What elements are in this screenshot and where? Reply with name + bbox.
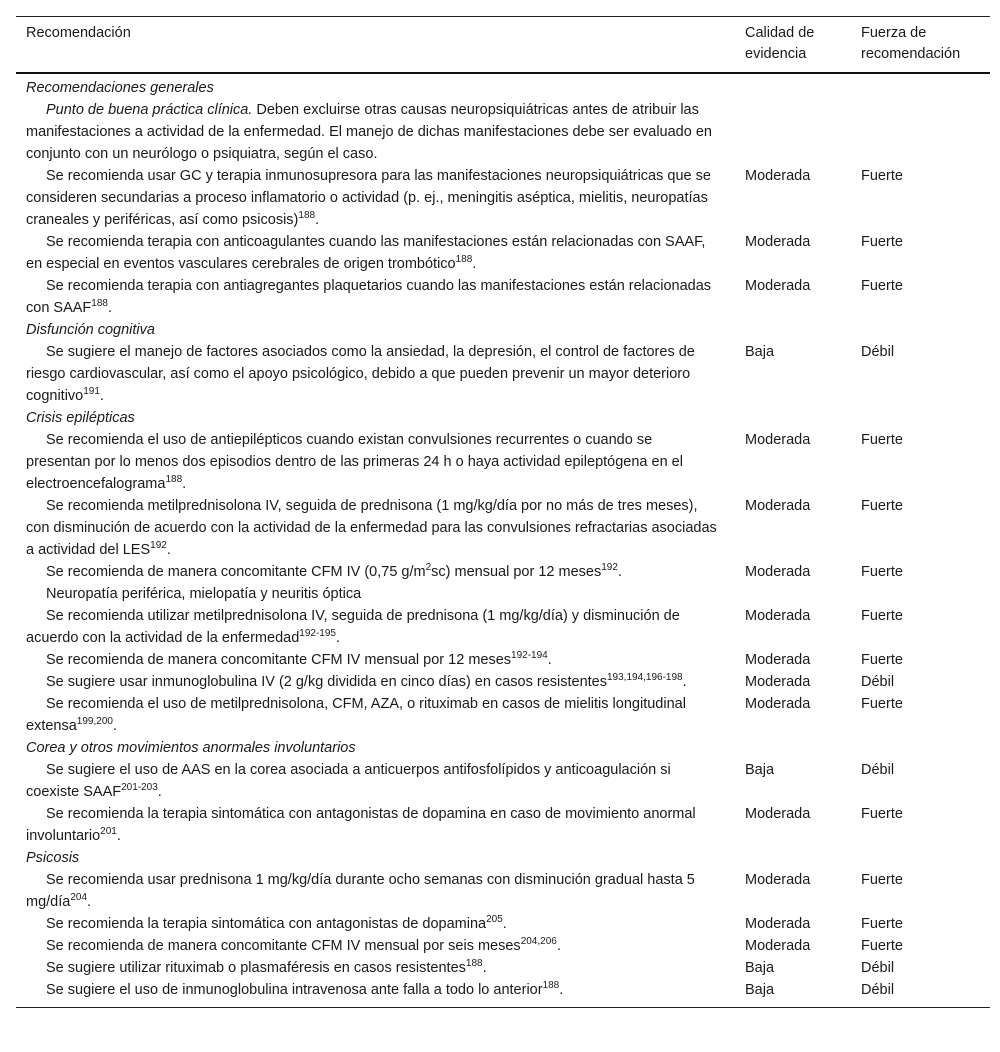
- evidence-quality: Moderada: [745, 872, 811, 888]
- recommendation-text: [16, 429, 745, 495]
- period: .: [547, 652, 552, 668]
- text: Deben excluirse otras causas neuropsiquiátricas antes de atribuir las manifestaciones a actividad de la enfermedad. El manejo de dichas manifestaciones debe ser evaluado en conjunto con un neurólogo o psiquiatra, según el caso.: [26, 102, 712, 162]
- header-quality: Calidad de evidencia: [745, 17, 861, 74]
- text: Neuropatía periférica, mielopatía y neuritis óptica: [46, 586, 362, 602]
- recommendation-text: [16, 275, 745, 319]
- reference-superscript: 192-195: [299, 628, 336, 639]
- section-title: [16, 847, 745, 869]
- reference-superscript: 188: [455, 254, 473, 265]
- text: Se recomienda el uso de metilprednisolona, CFM, AZA, o rituximab en casos de mielitis longitudinal extensa: [26, 696, 686, 734]
- recommendation-strength: [861, 99, 990, 165]
- section-title: [16, 319, 745, 341]
- section-title: [16, 737, 745, 759]
- recommendation-strength: Débil: [861, 982, 895, 998]
- period: .: [87, 894, 92, 910]
- recommendation-strength: Fuerte: [861, 608, 903, 624]
- period: .: [116, 828, 121, 844]
- text: Se recomienda utilizar metilprednisolona IV, seguida de prednisona (1 mg/kg/día) y disminución de acuerdo con la actividad de la enfermedad: [26, 608, 680, 646]
- recommendation-text: [16, 913, 745, 935]
- table-row: [16, 869, 990, 913]
- evidence-quality: [745, 319, 861, 341]
- period: .: [617, 564, 622, 580]
- period: .: [166, 542, 171, 558]
- reference-superscript: 188: [465, 958, 483, 969]
- recommendation-strength: Fuerte: [861, 916, 903, 932]
- table-row: [16, 693, 990, 737]
- section-row: [16, 319, 990, 341]
- evidence-quality: [745, 583, 861, 605]
- text: Se recomienda usar GC y terapia inmunosupresora para las manifestaciones neuropsiquiátricas que se consideren secundarias a proceso inflamatorio o actividad (p. ej., meningitis aséptica, mielitis, neuropatías craneales y periféricas, así como psicosis): [26, 168, 711, 228]
- recommendation-text: [16, 671, 745, 693]
- period: .: [482, 960, 487, 976]
- recommendation-text: [16, 979, 745, 1008]
- recommendation-text: [16, 693, 745, 737]
- table-row: [16, 803, 990, 847]
- evidence-quality: Moderada: [745, 564, 811, 580]
- period: .: [157, 784, 162, 800]
- recommendation-text: [16, 649, 745, 671]
- evidence-quality: Moderada: [745, 652, 811, 668]
- recommendation-text: [16, 935, 745, 957]
- table-row: [16, 231, 990, 275]
- evidence-quality: Moderada: [745, 234, 811, 250]
- reference-superscript: 205: [486, 914, 503, 925]
- section-row: [16, 737, 990, 759]
- period: .: [502, 916, 507, 932]
- recommendation-strength: Fuerte: [861, 938, 903, 954]
- recommendation-strength: Fuerte: [861, 278, 903, 294]
- table-row: [16, 979, 990, 1008]
- period: .: [556, 938, 561, 954]
- recommendation-text: [16, 957, 745, 979]
- text: Se recomienda de manera concomitante CFM IV (0,75 g/m: [46, 564, 426, 580]
- recommendation-strength: Fuerte: [861, 872, 903, 888]
- recommendation-strength: [861, 847, 990, 869]
- text: Se recomienda de manera concomitante CFM IV mensual por 12 meses: [46, 652, 512, 668]
- period: .: [335, 630, 340, 646]
- reference-superscript: 199,200: [76, 716, 113, 727]
- reference-superscript: 192-194: [511, 650, 548, 661]
- text: sc) mensual por 12 meses: [431, 564, 602, 580]
- evidence-quality: Baja: [745, 960, 775, 976]
- recommendation-strength: Fuerte: [861, 498, 903, 514]
- text: Se sugiere el manejo de factores asociados como la ansiedad, la depresión, el control de factores de riesgo cardiovascular, así como el apoyo psicológico, debido a que pueden prevenir un mayor deterioro cognitivo: [26, 344, 695, 404]
- header-recommendation: Recomendación: [16, 17, 745, 74]
- table-row: [16, 605, 990, 649]
- section-row: [16, 407, 990, 429]
- header-strength: Fuerza de recomendación: [861, 17, 990, 74]
- text: Se sugiere utilizar rituximab o plasmaféresis en casos resistentes: [46, 960, 466, 976]
- reference-superscript: 188: [298, 210, 316, 221]
- recommendation-strength: [861, 737, 990, 759]
- recommendation-text: [16, 231, 745, 275]
- period: .: [99, 388, 104, 404]
- reference-superscript: 192: [150, 540, 167, 551]
- lead-italic: Punto de buena práctica clínica.: [46, 102, 253, 118]
- evidence-quality: [745, 73, 861, 99]
- recommendation-strength: Fuerte: [861, 432, 903, 448]
- evidence-quality: [745, 407, 861, 429]
- evidence-quality: [745, 99, 861, 165]
- section-row: [16, 847, 990, 869]
- evidence-quality: [745, 847, 861, 869]
- recommendation-strength: Fuerte: [861, 806, 903, 822]
- recommendation-strength: Débil: [861, 674, 895, 690]
- recommendation-strength: Fuerte: [861, 696, 903, 712]
- superscript: 2: [425, 562, 432, 573]
- period: .: [182, 476, 187, 492]
- table-row: [16, 759, 990, 803]
- recommendation-strength: Fuerte: [861, 168, 903, 184]
- text: Se recomienda metilprednisolona IV, seguida de prednisona (1 mg/kg/día por no más de tres meses), con disminución de acuerdo con la actividad de la enfermedad para las convulsiones refractarias asociadas a actividad del LES: [26, 498, 717, 558]
- text: Se recomienda usar prednisona 1 mg/kg/día durante ocho semanas con disminución gradual hasta 5 mg/día: [26, 872, 695, 910]
- reference-superscript: 192: [601, 562, 618, 573]
- text: Se recomienda la terapia sintomática con antagonistas de dopamina: [46, 916, 487, 932]
- evidence-quality: Moderada: [745, 168, 811, 184]
- evidence-quality: Baja: [745, 762, 775, 778]
- reference-superscript: 204: [70, 892, 88, 903]
- text: Se recomienda la terapia sintomática con antagonistas de dopamina en caso de movimiento anormal involuntario: [26, 806, 696, 844]
- table-row: [16, 341, 990, 407]
- evidence-quality: Moderada: [745, 608, 811, 624]
- recommendation-strength: [861, 319, 990, 341]
- recommendation-strength: Fuerte: [861, 234, 903, 250]
- evidence-quality: Moderada: [745, 696, 811, 712]
- table-row: [16, 495, 990, 561]
- table-row: [16, 561, 990, 583]
- reference-superscript: 188: [542, 980, 560, 991]
- evidence-quality: [745, 737, 861, 759]
- reference-superscript: 188: [165, 474, 183, 485]
- recommendation-text: [16, 605, 745, 649]
- recommendation-strength: Fuerte: [861, 564, 903, 580]
- period: .: [315, 212, 320, 228]
- evidence-quality: Moderada: [745, 498, 811, 514]
- recommendation-strength: [861, 407, 990, 429]
- recommendation-strength: Débil: [861, 960, 895, 976]
- table-row: [16, 957, 990, 979]
- period: .: [682, 674, 687, 690]
- evidence-quality: Baja: [745, 982, 775, 998]
- period: .: [107, 300, 112, 316]
- recommendation-text: [16, 495, 745, 561]
- table-row: [16, 275, 990, 319]
- table-body: [16, 73, 990, 1008]
- text: Se recomienda terapia con antiagregantes plaquetarios cuando las manifestaciones están relacionadas con SAAF: [26, 278, 712, 316]
- recommendation-text: [16, 803, 745, 847]
- text: Se sugiere el uso de inmunoglobulina intravenosa ante falla a todo lo anterior: [46, 982, 543, 998]
- text: Se recomienda terapia con anticoagulantes cuando las manifestaciones están relacionadas con SAAF, en especial en eventos vasculares cerebrales de origen trombótico: [26, 234, 706, 272]
- text: Disfunción cognitiva: [26, 322, 155, 338]
- evidence-quality: Moderada: [745, 674, 811, 690]
- text: Psicosis: [26, 850, 80, 866]
- evidence-quality: Moderada: [745, 432, 811, 448]
- table-row: [16, 935, 990, 957]
- reference-superscript: 201: [100, 826, 117, 837]
- period: .: [112, 718, 117, 734]
- recommendation-strength: Débil: [861, 762, 895, 778]
- recommendation-strength: Fuerte: [861, 652, 903, 668]
- section-title: [16, 73, 745, 99]
- table-row: [16, 165, 990, 231]
- reference-superscript: 204,206: [520, 936, 557, 947]
- evidence-quality: Moderada: [745, 938, 811, 954]
- period: .: [559, 982, 564, 998]
- reference-superscript: 201-203: [121, 782, 158, 793]
- recommendation-text: [16, 583, 745, 605]
- recommendation-text: [16, 561, 745, 583]
- evidence-quality: Baja: [745, 344, 775, 360]
- recommendation-text: [16, 341, 745, 407]
- recommendation-strength: Débil: [861, 344, 895, 360]
- recommendation-strength: [861, 583, 990, 605]
- section-title: [16, 407, 745, 429]
- reference-superscript: 191: [83, 386, 100, 397]
- text: Recomendaciones generales: [26, 80, 214, 96]
- text: Se recomienda de manera concomitante CFM IV mensual por seis meses: [46, 938, 521, 954]
- table-row: [16, 99, 990, 165]
- table-header-row: [16, 17, 990, 74]
- reference-superscript: 193,194,196-198: [606, 672, 683, 683]
- text: Se sugiere usar inmunoglobulina IV (2 g/kg dividida en cinco días) en casos resistentes: [46, 674, 607, 690]
- recommendation-strength: [861, 73, 990, 99]
- table-row: [16, 583, 990, 605]
- reference-superscript: 188: [91, 298, 108, 309]
- recommendation-text: [16, 869, 745, 913]
- period: .: [472, 256, 477, 272]
- table-row: [16, 429, 990, 495]
- evidence-quality: Moderada: [745, 916, 811, 932]
- text: Corea y otros movimientos anormales involuntarios: [26, 740, 356, 756]
- text: Se sugiere el uso de AAS en la corea asociada a anticuerpos antifosfolípidos y anticoagulación si coexiste SAAF: [26, 762, 671, 800]
- recommendation-text: [16, 165, 745, 231]
- evidence-quality: Moderada: [745, 278, 811, 294]
- evidence-quality: Moderada: [745, 806, 811, 822]
- section-row: [16, 73, 990, 99]
- recommendations-table: [16, 16, 990, 1008]
- table-row: [16, 649, 990, 671]
- table-row: [16, 671, 990, 693]
- recommendation-text: [16, 759, 745, 803]
- text: Crisis epilépticas: [26, 410, 135, 426]
- recommendation-text: [16, 99, 745, 165]
- text: Se recomienda el uso de antiepilépticos cuando existan convulsiones recurrentes o cuando se presentan por lo menos dos episodios dentro de las primeras 24 h o haya actividad epileptógena en el electroencefalograma: [26, 432, 683, 492]
- table-row: [16, 913, 990, 935]
